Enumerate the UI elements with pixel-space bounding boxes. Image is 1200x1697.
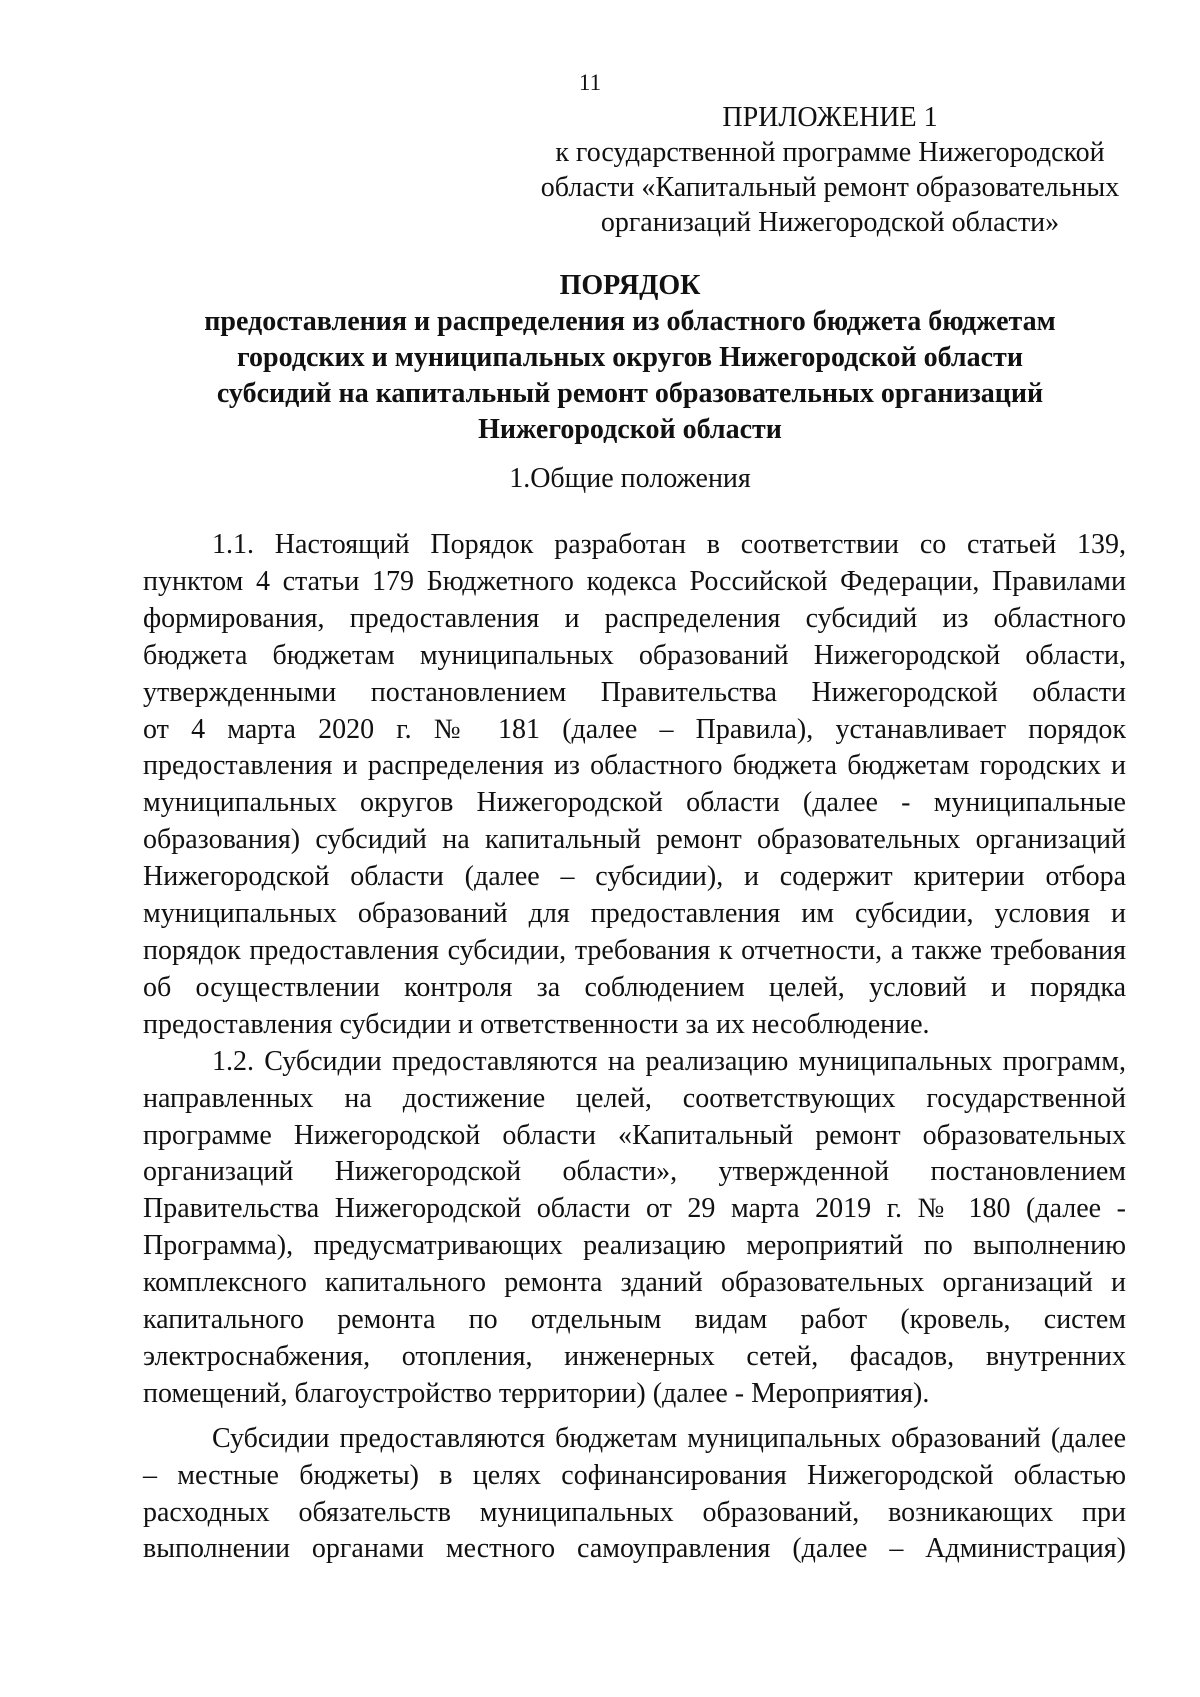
paragraph-gap xyxy=(143,1413,1126,1421)
paragraph-1-1 xyxy=(143,527,1126,1044)
text-line: бюджета бюджетам муниципальных образований Нижегородской области, xyxy=(143,639,1126,671)
appendix-line: ПРИЛОЖЕНИЕ 1 xyxy=(722,102,938,133)
text-line: организаций Нижегородской области», утвержденной постановлением xyxy=(143,1156,1126,1188)
text-line: предоставления субсидии и ответственности за их несоблюдение. xyxy=(143,1008,930,1040)
section-heading: 1.Общие положения xyxy=(509,463,751,494)
paragraph-1-2 xyxy=(143,1044,1126,1413)
text-line: выполнении органами местного самоуправления (далее – Администрация) xyxy=(143,1533,1126,1565)
text-line: формирования, предоставления и распределения субсидий из областного xyxy=(143,602,1126,634)
text-line: Нижегородской области (далее – субсидии), и содержит критерии отбора xyxy=(143,861,1126,893)
text-line: муниципальных округов Нижегородской области (далее - муниципальные xyxy=(143,787,1126,819)
text-line: 1.2. Субсидии предоставляются на реализацию муниципальных программ, xyxy=(212,1045,1126,1077)
title-line: предоставления и распределения из областного бюджета бюджетам xyxy=(204,306,1056,337)
text-line: 1.1. Настоящий Порядок разработан в соответствии со статьей 139, xyxy=(212,529,1126,560)
text-line: Субсидии предоставляются бюджетам муниципальных образований (далее xyxy=(212,1422,1126,1454)
text-line: образования) субсидий на капитальный ремонт образовательных организаций xyxy=(143,824,1126,856)
appendix-line: к государственной программе Нижегородской xyxy=(555,137,1105,168)
page-number: 11 xyxy=(578,70,602,95)
paragraph-subsidies xyxy=(143,1421,1126,1569)
appendix-line: области «Капитальный ремонт образовательных xyxy=(540,172,1120,203)
text-line: капитального ремонта по отдельным видам работ (кровель, систем xyxy=(143,1304,1126,1336)
appendix-header xyxy=(535,100,1125,240)
document-title xyxy=(130,268,1130,448)
text-line: муниципальных образований для предоставления им субсидии, условия и xyxy=(143,898,1126,930)
title-line: субсидий на капитальный ремонт образовательных организаций xyxy=(216,378,1044,409)
text-line: утвержденными постановлением Правительства Нижегородской области xyxy=(143,676,1126,708)
text-line: расходных обязательств муниципальных образований, возникающих при xyxy=(143,1496,1126,1528)
title-line: городских и муниципальных округов Нижегородской области xyxy=(237,342,1023,373)
appendix-line: организаций Нижегородской области» xyxy=(600,207,1060,238)
text-line: помещений, благоустройство территории) (далее - Мероприятия). xyxy=(143,1377,930,1409)
text-line: от 4 марта 2020 г. № 181 (далее – Правила), устанавливает порядок xyxy=(143,713,1126,745)
text-line: электроснабжения, отопления, инженерных сетей, фасадов, внутренних xyxy=(143,1340,1126,1372)
document-body xyxy=(143,527,1126,1568)
text-line: направленных на достижение целей, соответствующих государственной xyxy=(143,1082,1126,1114)
text-line: об осуществлении контроля за соблюдением целей, условий и порядка xyxy=(143,971,1126,1003)
text-line: комплексного капитального ремонта зданий образовательных организаций и xyxy=(143,1267,1126,1299)
title-line: ПОРЯДОК xyxy=(559,270,701,301)
text-line: Правительства Нижегородской области от 29 марта 2019 г. № 180 (далее - xyxy=(143,1193,1126,1225)
text-line: Программа), предусматривающих реализацию мероприятий по выполнению xyxy=(143,1230,1126,1262)
text-line: порядок предоставления субсидии, требования к отчетности, а также требования xyxy=(143,934,1126,966)
text-line: пунктом 4 статьи 179 Бюджетного кодекса Российской Федерации, Правилами xyxy=(143,565,1126,597)
text-line: программе Нижегородской области «Капитальный ремонт образовательных xyxy=(143,1119,1126,1151)
text-line: предоставления и распределения из областного бюджета бюджетам городских и xyxy=(143,750,1126,782)
text-line: – местные бюджеты) в целях софинансирования Нижегородской областью xyxy=(143,1459,1126,1491)
title-line: Нижегородской области xyxy=(478,414,782,445)
